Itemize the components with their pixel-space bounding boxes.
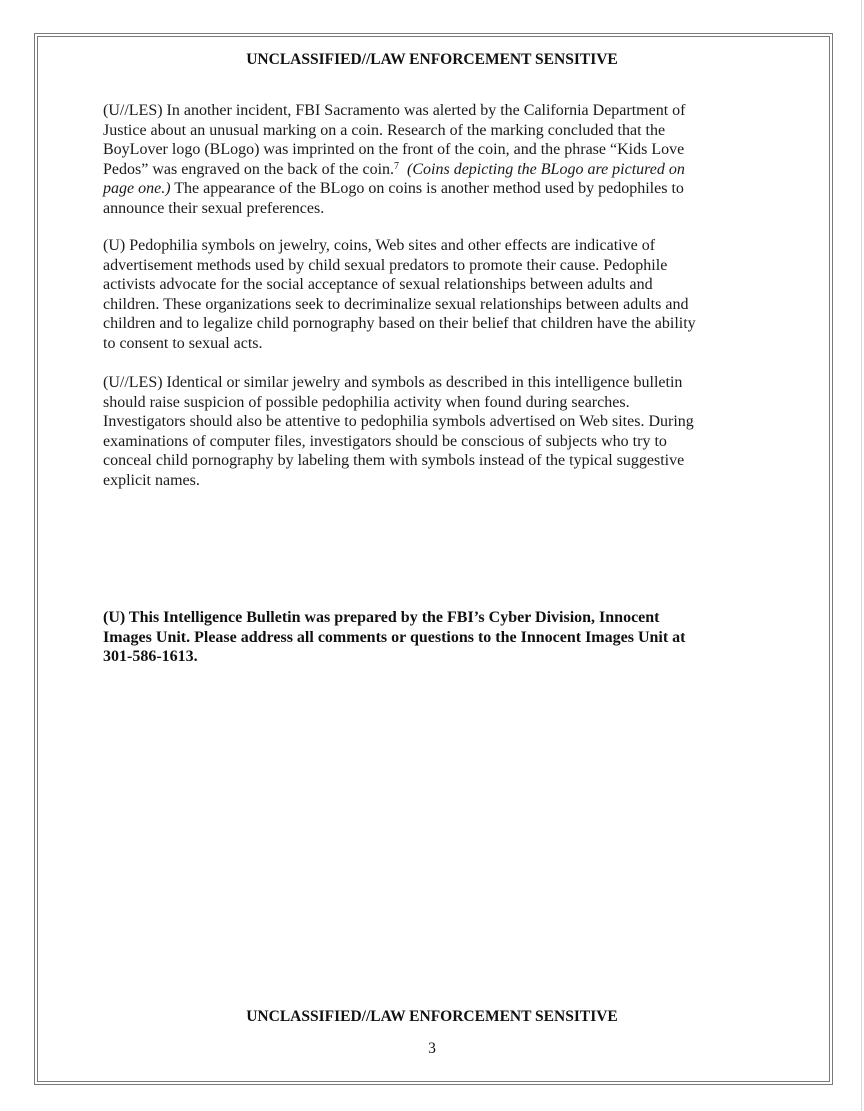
paragraph-coin-incident [103, 101, 743, 219]
footnote-marker: 7 [394, 160, 400, 172]
text-line: advertisement methods used by child sexual predators to promote their cause. Pedophile [103, 256, 668, 274]
text-line: examinations of computer files, investigators should be conscious of subjects who try to [103, 432, 667, 450]
text-line: BoyLover logo (BLogo) was imprinted on the front of the coin, and the phrase “Kids Love [103, 141, 685, 159]
text-line: should raise suspicion of possible pedophilia activity when found during searches. [103, 393, 630, 411]
text-line-with-italic [103, 179, 743, 199]
italic-note: (Coins depicting the BLogo are pictured on [407, 160, 685, 178]
italic-note-end: page one.) [103, 180, 171, 198]
text-line: children and to legalize child pornography based on their belief that children have the ability [103, 315, 696, 333]
header-classification: UNCLASSIFIED//LAW ENFORCEMENT SENSITIVE [246, 51, 618, 68]
text-line: (U//LES) In another incident, FBI Sacramento was alerted by the California Department of [103, 102, 686, 119]
paragraph-pedophilia-symbols [103, 236, 743, 354]
text-line: (U) Pedophilia symbols on jewelry, coins, Web sites and other effects are indicative of [103, 237, 656, 254]
text-line: to consent to sexual acts. [103, 334, 263, 352]
text-line: Justice about an unusual marking on a coin. Research of the marking concluded that the [103, 121, 666, 139]
text-line: explicit names. [103, 471, 200, 489]
text-line: Investigators should also be attentive to pedophilia symbols advertised on Web sites. During [103, 413, 694, 431]
text-line: announce their sexual preferences. [103, 199, 325, 217]
text-line: (U) This Intelligence Bulletin was prepared by the FBI’s Cyber Division, Innocent [103, 609, 660, 626]
text-line: 301-586-1613. [103, 648, 198, 666]
page-number: 3 [428, 1040, 436, 1057]
footer-classification: UNCLASSIFIED//LAW ENFORCEMENT SENSITIVE [246, 1008, 618, 1025]
text-line: (U//LES) Identical or similar jewelry and symbols as described in this intelligence bulletin [103, 374, 683, 391]
page-edge-line [861, 0, 862, 1111]
paragraph-prepared-by [103, 608, 743, 667]
text-line: Images Unit. Please address all comments or questions to the Innocent Images Unit at [103, 628, 686, 646]
paragraph-investigator-guidance [103, 373, 743, 491]
text-line-with-footnote [103, 160, 743, 180]
text-line: activists advocate for the social acceptance of sexual relationships between adults and [103, 276, 653, 294]
text-line: children. These organizations seek to decriminalize sexual relationships between adults and [103, 295, 689, 313]
text-line: conceal child pornography by labeling them with symbols instead of the typical suggestive [103, 452, 685, 470]
text-segment: The appearance of the BLogo on coins is another method used by pedophiles to [170, 180, 684, 198]
text-segment: Pedos” was engraved on the back of the coin. [103, 160, 395, 178]
